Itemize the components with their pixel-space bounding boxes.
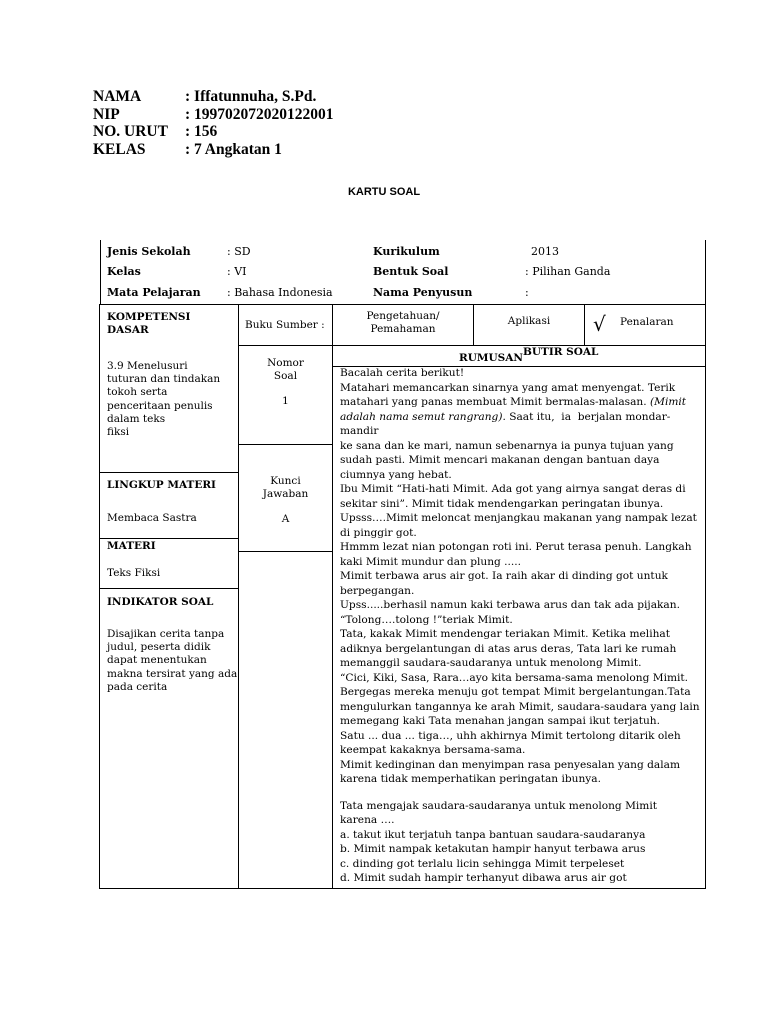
lingkup-materi-title: LINGKUP MATERI [107, 479, 216, 491]
butir-soal-label: BUTIR SOAL [523, 346, 599, 358]
jenis-sekolah-label: Jenis Sekolah [107, 245, 191, 258]
story-line: “Cici, Kiki, Sasa, Rara…ayo kita bersama-sama menolong Mimit. [340, 671, 689, 684]
story-line: Mimit terbawa arus air got. Ia raih akar di dinding got untuk [340, 570, 668, 582]
nama-value: : Iffatunnuha, S.Pd. [185, 88, 317, 105]
question-line: karena …. [340, 814, 395, 826]
pengetahuan-line1: Pengetahuan/ [366, 310, 440, 322]
option-b: b. Mimit nampak ketakutan hampir hanyut terbawa arus [340, 843, 646, 855]
kd-title-line2: DASAR [107, 324, 149, 337]
story-line: Upsss….Mimit meloncat menjangkau makanan yang nampak lezat [340, 512, 697, 524]
border-right [705, 304, 706, 889]
indikator-line: dapat menentukan [107, 654, 207, 667]
border-left [99, 304, 100, 889]
story-line: Tata, kakak Mimit mendengar teriakan Mimit. Ketika melihat [340, 628, 670, 640]
border-right-top [705, 240, 706, 304]
nomor-label-line1: Nomor [267, 357, 304, 369]
story-line: “Tolong….tolong !”teriak Mimit. [340, 613, 513, 626]
kunci-jawaban-value: A [281, 513, 290, 526]
story-line: Satu ... dua ... tiga…, uhh akhirnya Mimit tertolong ditarik oleh [340, 729, 681, 742]
kompetensi-dasar-title [107, 311, 190, 337]
divider-level-row [238, 345, 705, 346]
story-line: adiknya bergelantungan di atas arus deras, Tata lari ke rumah [340, 642, 677, 655]
story-line: matahari yang panas membuat Mimit bermalas-malasan. (Mimit [340, 396, 687, 408]
kelas-label: KELAS [93, 140, 146, 158]
option-d: d. Mimit sudah hampir terhanyut dibawa arus air got [340, 872, 627, 884]
story-line: Bergegas mereka menuju got tempat Mimit bergelantungan.Tata [340, 686, 691, 698]
indikator-line: judul, peserta didik [107, 641, 211, 654]
nomor-soal-cell [239, 357, 332, 409]
option-c: c. dinding got terlalu licin sehingga Mimit terpeleset [340, 857, 625, 870]
kd-text-line: fiksi [107, 426, 130, 439]
story-line: adalah nama semut rangrang). Saat itu, ia berjalan mondar-mandir [340, 410, 671, 437]
story-line: Mimit kedinginan dan menyimpan rasa penyesalan yang dalam [340, 758, 680, 771]
indikator-line: Disajikan cerita tanpa [107, 628, 225, 640]
no-urut-value: : 156 [185, 123, 218, 140]
materi-title: MATERI [107, 540, 156, 552]
option-a: a. takut ikut terjatuh tanpa bantuan saudara-saudaranya [340, 828, 646, 841]
kd-text-line: tokoh serta [107, 386, 168, 399]
buku-sumber-label: Buku Sumber : [245, 319, 325, 331]
materi-text: Teks Fiksi [107, 567, 161, 579]
kd-title-line1: KOMPETENSI [107, 311, 191, 323]
penalaran-label: Penalaran [620, 316, 674, 328]
kurikulum-value: 2013 [531, 245, 559, 258]
divider-lingkup [99, 472, 238, 473]
jenis-sekolah-value: : SD [227, 245, 251, 258]
pengetahuan-label [333, 310, 473, 336]
story-line: kaki Mimit mundur dan plung ..... [340, 555, 522, 568]
question-stem [340, 366, 702, 886]
story-line: di pinggir got. [340, 526, 417, 539]
indikator-line: makna tersirat yang ada [107, 667, 238, 680]
nama-label: NAMA [93, 88, 142, 105]
question-line: Tata mengajak saudara-saudaranya untuk menolong Mimit [340, 799, 657, 812]
lingkup-materi-text: Membaca Sastra [107, 512, 197, 524]
story-line: keempat kakaknya bersama-sama. [340, 744, 526, 756]
no-urut-label: NO. URUT [93, 123, 168, 140]
page-title: KARTU SOAL [347, 186, 421, 198]
border-bottom [99, 888, 706, 889]
kompetensi-dasar-text [107, 360, 237, 439]
mata-pelajaran-label: Mata Pelajaran [107, 286, 201, 299]
kd-text-line: 3.9 Menelusuri [107, 360, 188, 372]
story-line: karena tidak memperhatikan peringatan ibunya. [340, 773, 601, 785]
story-line: sekitar sini”. Mimit tidak mendengarkan peringatan ibunya. [340, 497, 664, 510]
border-left-top [100, 240, 101, 304]
story-line: memanggil saudara-saudaranya untuk menolong Mimit. [340, 657, 642, 669]
story-line: Matahari memancarkan sinarnya yang amat menyengat. Terik [340, 381, 676, 394]
kelas-info-label: Kelas [107, 265, 141, 278]
kelas-info-value: : VI [227, 265, 247, 278]
mata-pelajaran-value: : Bahasa Indonesia [227, 286, 333, 299]
nip-label: NIP [93, 105, 120, 123]
divider-mid-bottom [238, 551, 332, 552]
identity-block [0, 88, 768, 160]
bentuk-soal-value: : Pilihan Ganda [525, 265, 611, 278]
story-line: berpegangan. [340, 584, 415, 597]
kunci-label-line1: Kunci [270, 475, 301, 487]
kd-text-line: penceritaan penulis [107, 399, 213, 412]
aplikasi-label: Aplikasi [507, 315, 551, 327]
nomor-label-line2: Soal [273, 370, 298, 383]
divider-indikator [99, 588, 238, 589]
check-mark-icon: √ [593, 312, 606, 336]
pengetahuan-line2: Pemahaman [370, 323, 436, 336]
nip-value: : 199702072020122001 [185, 105, 334, 123]
indikator-soal-text [107, 628, 239, 694]
nama-penyusun-value: : [525, 286, 529, 299]
story-line: memegang kaki Tata menahan jangan sampai ikut terjatuh. [340, 715, 660, 727]
story-line: Bacalah cerita berikut! [340, 367, 465, 379]
kd-text-line: dalam teks [107, 412, 166, 425]
rumusan-label: RUMUSAN [459, 352, 523, 364]
indikator-soal-title: INDIKATOR SOAL [107, 596, 214, 608]
bentuk-soal-label: Bentuk Soal [373, 265, 449, 278]
kurikulum-label: Kurikulum [373, 245, 440, 258]
divider-col2 [332, 304, 333, 889]
border-info-bottom [99, 304, 706, 305]
story-line: mengulurkan tangannya ke arah Mimit, saudara-saudara yang lain [340, 700, 700, 713]
kd-text-line: tuturan dan tindakan [107, 373, 221, 386]
story-line: ke sana dan ke mari, namun sebenarnya ia punya tujuan yang [340, 439, 674, 452]
story-line: Ibu Mimit “Hati-hati Mimit. Ada got yang airnya sangat deras di [340, 483, 686, 495]
divider-materi [99, 538, 238, 539]
indikator-line: pada cerita [107, 680, 168, 693]
story-line: sudah pasti. Mimit mencari makanan dengan bantuan daya [340, 454, 660, 466]
kunci-jawaban-cell [239, 475, 332, 527]
kelas-value: : 7 Angkatan 1 [185, 140, 282, 158]
divider-kunci [238, 444, 332, 445]
story-line: Hmmm lezat nian potongan roti ini. Perut terasa penuh. Langkah [340, 541, 692, 553]
nama-penyusun-label: Nama Penyusun [373, 286, 473, 299]
story-line: ciumnya yang hebat. [340, 468, 452, 481]
divider-penalaran [584, 304, 585, 345]
kunci-label-line2: Jawaban [262, 488, 309, 501]
nomor-soal-value: 1 [282, 395, 289, 408]
story-line: Upss.....berhasil namun kaki terbawa arus dan tak ada pijakan. [340, 599, 680, 611]
